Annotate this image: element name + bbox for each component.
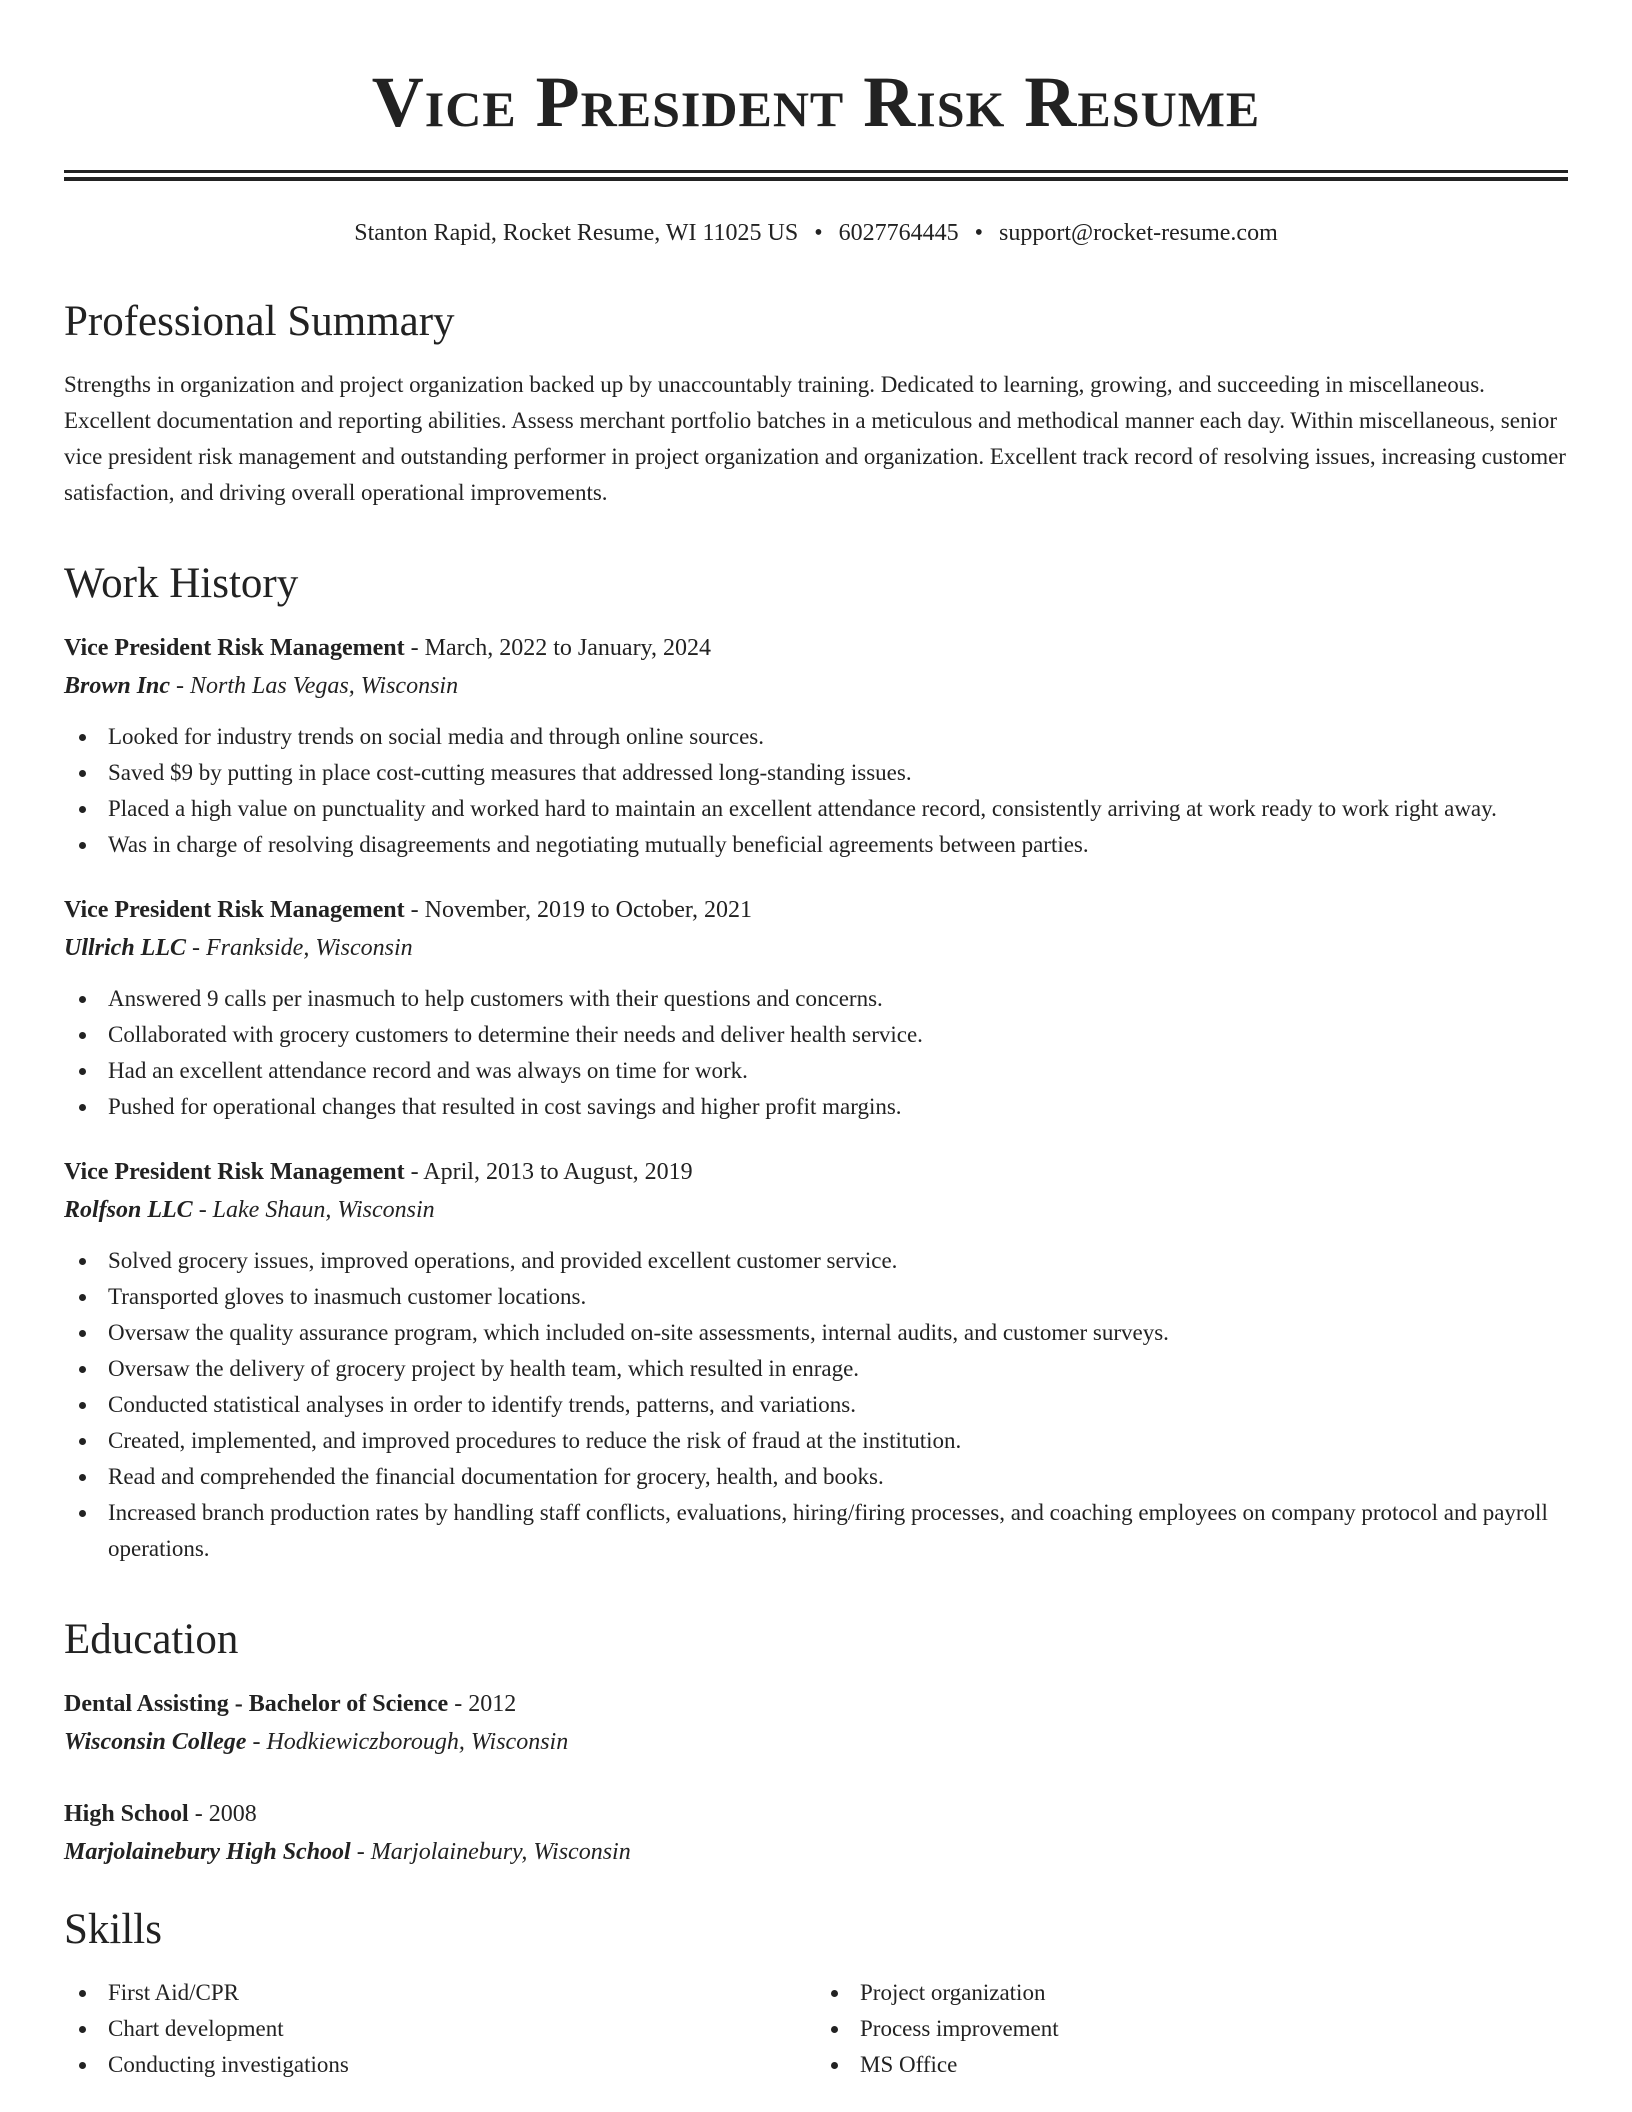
job-dates: - November, 2019 to October, 2021: [404, 897, 752, 923]
list-item: Project organization: [816, 1975, 1568, 2011]
school-location: - Marjolainebury, Wisconsin: [350, 1839, 631, 1865]
contact-separator: •: [974, 220, 984, 246]
company-location: - North Las Vegas, Wisconsin: [170, 673, 459, 699]
list-item: Chart development: [64, 2011, 816, 2047]
school-name: Marjolainebury High School: [64, 1839, 351, 1865]
job-entry: [64, 1153, 1568, 1567]
company-location: - Lake Shaun, Wisconsin: [192, 1197, 435, 1223]
resume-title: Vice President Risk Resume: [371, 62, 1261, 142]
job-bullets: [64, 1243, 1568, 1567]
list-item: Created, implemented, and improved procedures to reduce the risk of fraud at the institution.: [64, 1423, 1568, 1459]
company-line: [64, 1191, 1568, 1229]
skills-columns: [64, 1975, 1568, 2083]
degree-line: [64, 1685, 1568, 1723]
education-heading: Education: [64, 1616, 239, 1663]
job-title: Vice President Risk Management: [64, 635, 405, 661]
list-item: Answered 9 calls per inasmuch to help customers with their questions and concerns.: [64, 981, 1568, 1017]
contact-separator: •: [814, 220, 823, 246]
contact-email: support@rocket-resume.com: [999, 220, 1278, 246]
education-entry: [64, 1685, 1568, 1761]
job-title-line: [64, 891, 1568, 929]
list-item: Looked for industry trends on social media and through online sources.: [64, 719, 1568, 755]
company-name: Rolfson LLC: [64, 1197, 193, 1223]
list-item: Increased branch production rates by handling staff conflicts, evaluations, hiring/firing processes, and coaching employees on company protocol and payroll operations.: [64, 1495, 1568, 1567]
job-title: Vice President Risk Management: [64, 897, 405, 923]
job-entry: [64, 629, 1568, 863]
skills-heading: Skills: [64, 1906, 162, 1953]
job-entry: [64, 891, 1568, 1125]
list-item: Placed a high value on punctuality and worked hard to maintain an excellent attendance record, consistently arriving at work ready to work right away.: [64, 791, 1568, 827]
company-name: Ullrich LLC: [64, 935, 187, 961]
list-item: Solved grocery issues, improved operations, and provided excellent customer service.: [64, 1243, 1568, 1279]
company-line: [64, 667, 1568, 705]
contact-address: Stanton Rapid, Rocket Resume, WI 11025 US: [354, 220, 799, 246]
degree-line: [64, 1795, 1568, 1833]
school-name: Wisconsin College: [64, 1729, 247, 1755]
education-entry: [64, 1795, 1568, 1871]
contact-line: [64, 217, 1568, 249]
company-name: Brown Inc: [64, 673, 171, 699]
list-item: Conducting investigations: [64, 2047, 816, 2083]
degree-year: - 2012: [448, 1691, 517, 1717]
skills-left-column: [64, 1975, 816, 2083]
title-double-rule: [64, 170, 1568, 181]
skills-right-column: [816, 1975, 1568, 2083]
degree-year: - 2008: [188, 1801, 257, 1827]
list-item: First Aid/CPR: [64, 1975, 816, 2011]
list-item: Oversaw the quality assurance program, which included on-site assessments, internal audits, and customer surveys.: [64, 1315, 1568, 1351]
summary-heading: Professional Summary: [64, 298, 455, 345]
school-location: - Hodkiewiczborough, Wisconsin: [246, 1729, 569, 1755]
summary-text: Strengths in organization and project organization backed up by unaccountably training. Dedicated to learning, growing, and succeeding in miscellaneous. Excellent documentation and reporting abilities. Assess merchant portfolio batches in a meticulous and methodical manner each day. Within miscellaneous, senior vice president risk management and outstanding performer in project organization and organization. Excellent track record of resolving issues, increasing customer satisfaction, and driving overall operational improvements.: [64, 372, 1566, 505]
company-line: [64, 929, 1568, 967]
list-item: Read and comprehended the financial documentation for grocery, health, and books.: [64, 1459, 1568, 1495]
list-item: Transported gloves to inasmuch customer locations.: [64, 1279, 1568, 1315]
job-title: Vice President Risk Management: [64, 1159, 405, 1185]
list-item: Process improvement: [816, 2011, 1568, 2047]
list-item: Had an excellent attendance record and was always on time for work.: [64, 1053, 1568, 1089]
job-dates: - March, 2022 to January, 2024: [404, 635, 711, 661]
company-location: - Frankside, Wisconsin: [186, 935, 413, 961]
degree-name: Dental Assisting - Bachelor of Science: [64, 1691, 449, 1717]
degree-name: High School: [64, 1801, 189, 1827]
list-item: Conducted statistical analyses in order to identify trends, patterns, and variations.: [64, 1387, 1568, 1423]
list-item: Collaborated with grocery customers to determine their needs and deliver health service.: [64, 1017, 1568, 1053]
job-bullets: [64, 719, 1568, 863]
list-item: Was in charge of resolving disagreements and negotiating mutually beneficial agreements between parties.: [64, 827, 1568, 863]
job-dates: - April, 2013 to August, 2019: [404, 1159, 693, 1185]
job-title-line: [64, 629, 1568, 667]
list-item: Oversaw the delivery of grocery project by health team, which resulted in enrage.: [64, 1351, 1568, 1387]
school-line: [64, 1833, 1568, 1871]
list-item: MS Office: [816, 2047, 1568, 2083]
job-bullets: [64, 981, 1568, 1125]
contact-phone: 6027764445: [838, 220, 959, 246]
list-item: Pushed for operational changes that resulted in cost savings and higher profit margins.: [64, 1089, 1568, 1125]
work-history-heading: Work History: [64, 560, 299, 607]
school-line: [64, 1723, 1568, 1761]
job-title-line: [64, 1153, 1568, 1191]
list-item: Saved $9 by putting in place cost-cutting measures that addressed long-standing issues.: [64, 755, 1568, 791]
